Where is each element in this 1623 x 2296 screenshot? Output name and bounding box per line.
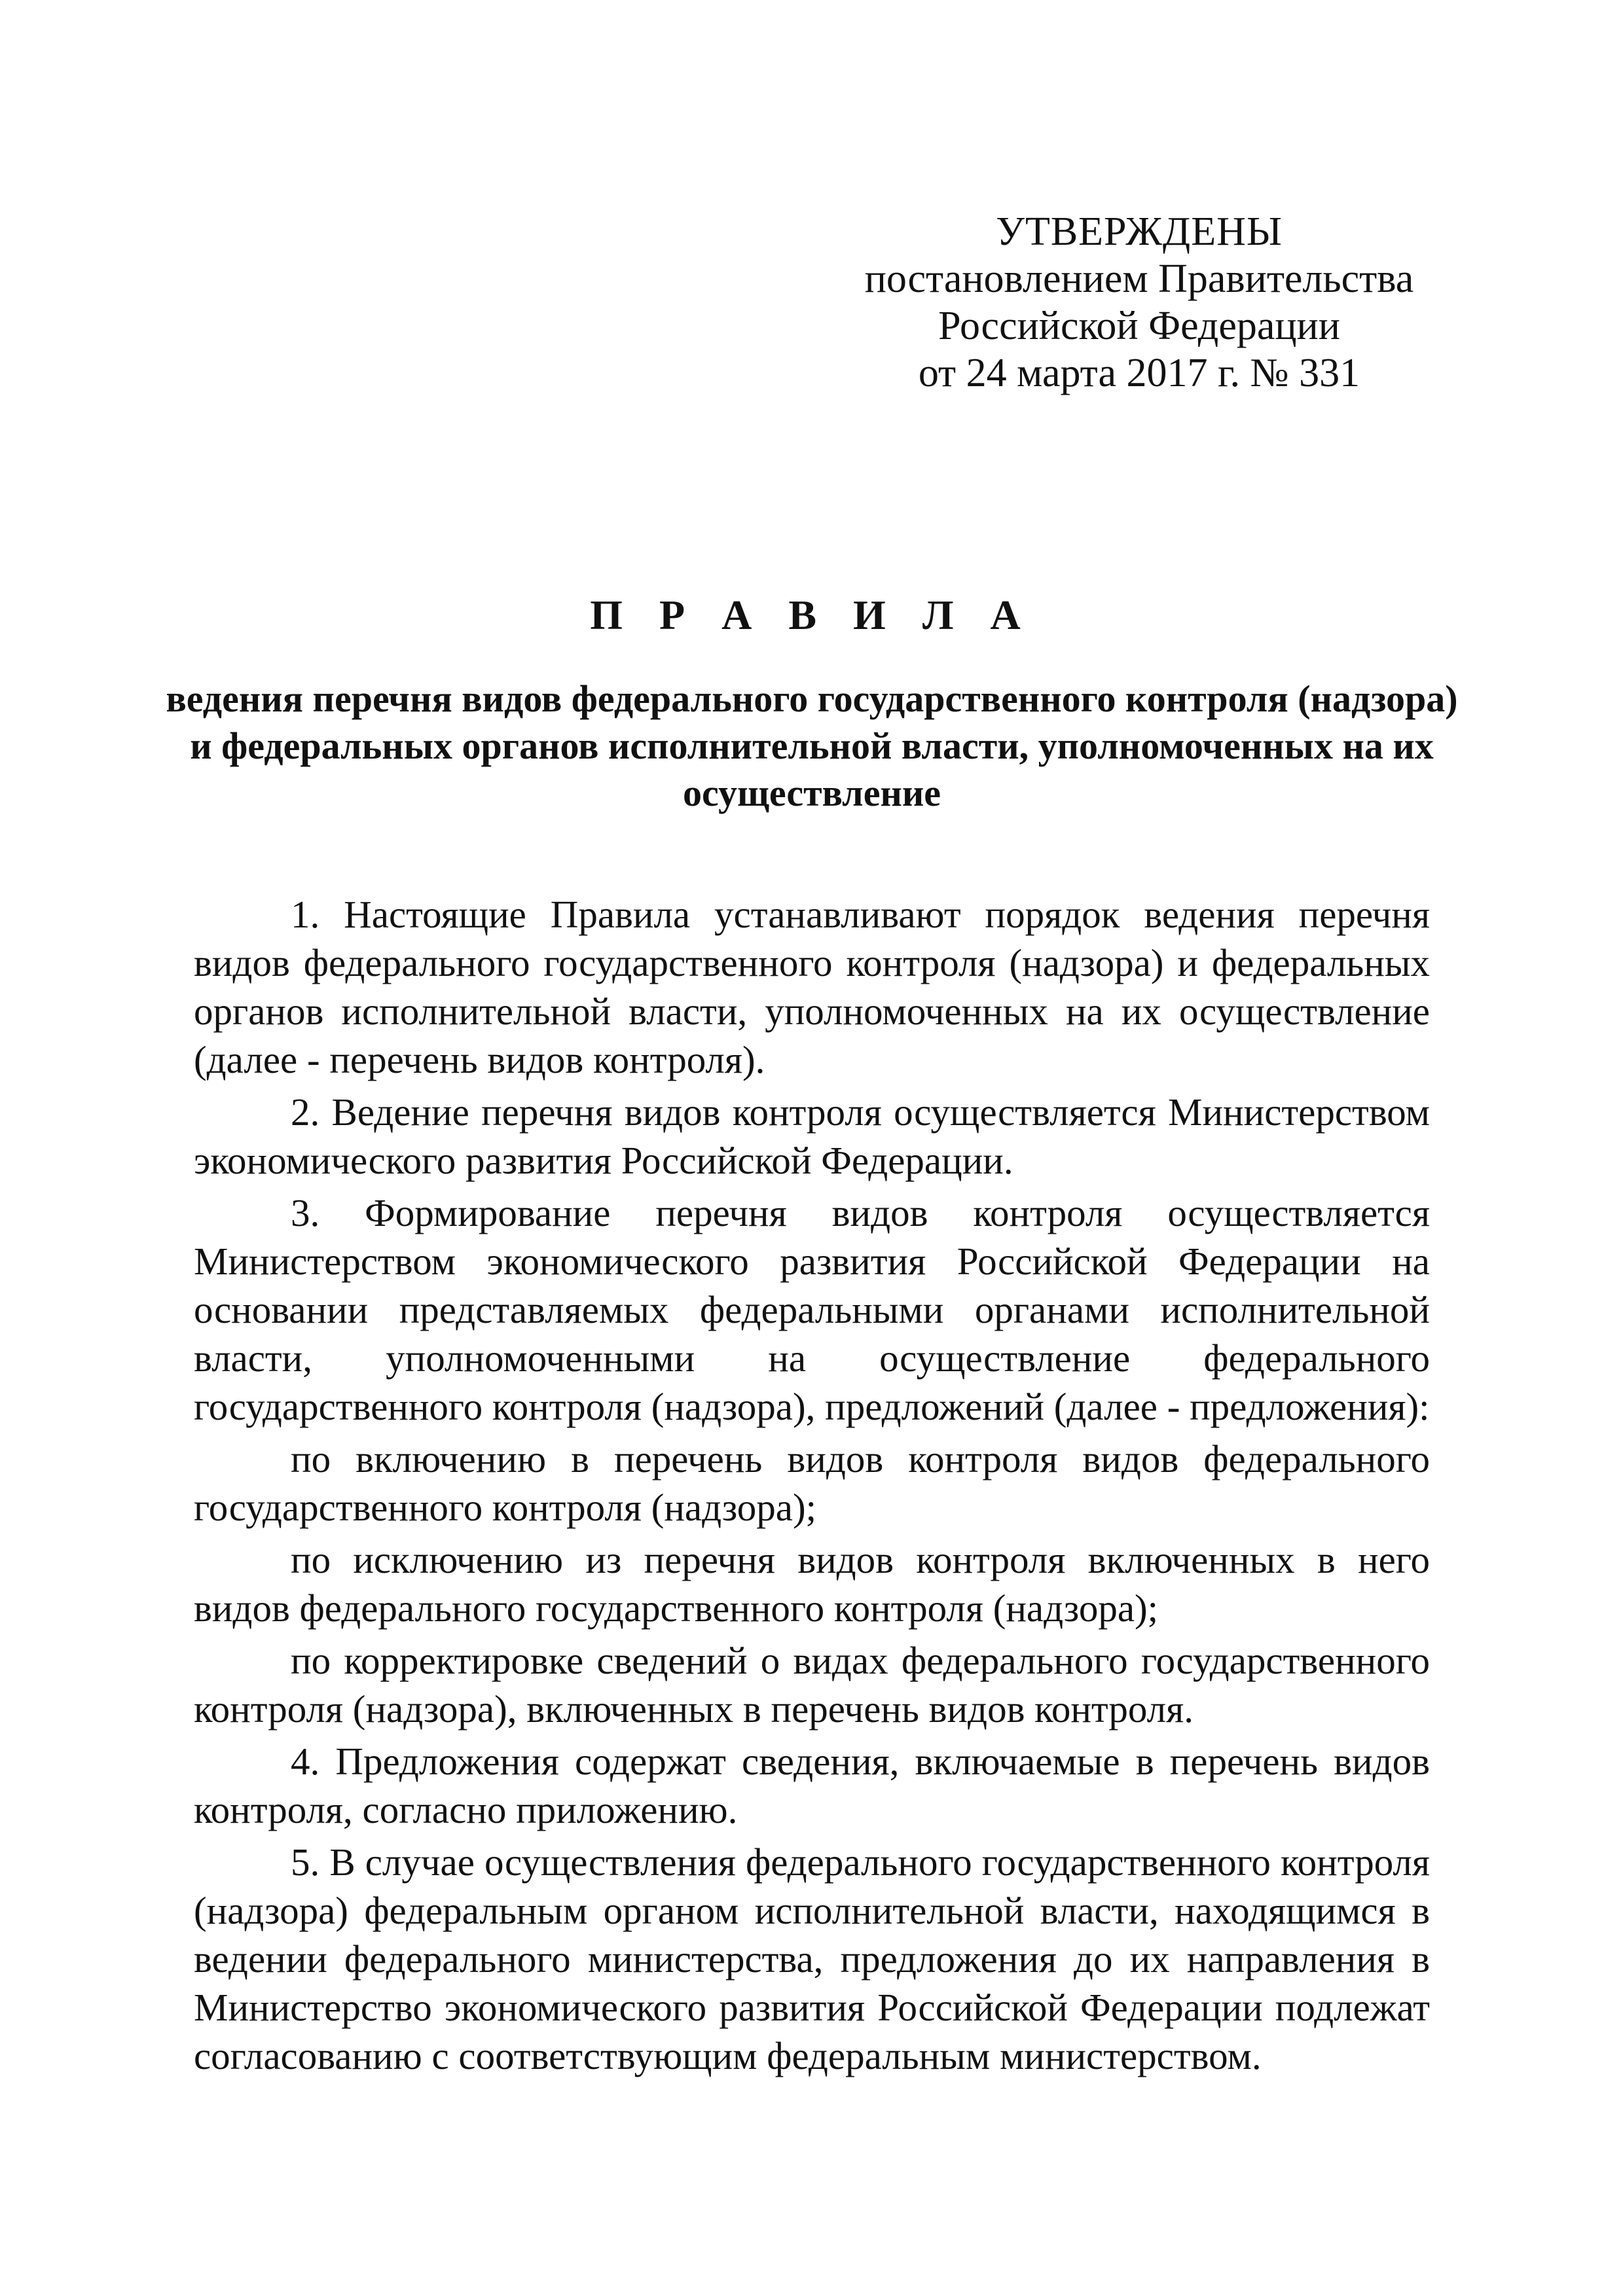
paragraph-2: 2. Ведение перечня видов контроля осуществляется Министерством экономического развития Российской Федерации. <box>194 1090 1430 1182</box>
approval-line-3: от 24 марта 2017 г. № 331 <box>918 351 1360 395</box>
paragraph-5: 5. В случае осуществления федерального государственного контроля (надзора) федеральным органом исполнительной власти, находящимся в ведении федерального министерства, предложения до их направления в Министерство экономического развития Российской Федерации подлежат согласованию с соответствующим федеральным министерством. <box>194 1840 1430 2077</box>
approval-block <box>812 208 1467 397</box>
document-body <box>194 890 1430 2084</box>
document-subtitle: ведения перечня видов федерального государственного контроля (надзора) и федеральных органов исполнительной власти, уполномоченных на их осуществление <box>166 677 1458 814</box>
approval-line-1: постановлением Правительства <box>864 257 1414 301</box>
paragraph-3-item-2: по исключению из перечня видов контроля включенных в него видов федерального государственного контроля (надзора); <box>194 1538 1430 1630</box>
paragraph-4: 4. Предложения содержат сведения, включаемые в перечень видов контроля, согласно приложению. <box>194 1740 1430 1831</box>
paragraph-3-item-3: по корректировке сведений о видах федерального государственного контроля (надзора), включенных в перечень видов контроля. <box>194 1639 1430 1731</box>
document-title: П Р А В И Л А <box>590 592 1034 638</box>
paragraph-3: 3. Формирование перечня видов контроля осуществляется Министерством экономического развития Российской Федерации на основании представляемых федеральными органами исполнительной власти, уполномоченными на осуществление федерального государственного контроля (надзора), предложений (далее - предложения): <box>194 1191 1430 1428</box>
paragraph-1: 1. Настоящие Правила устанавливают порядок ведения перечня видов федерального государственного контроля (надзора) и федеральных органов исполнительной власти, уполномоченных на их осуществление (далее - перечень видов контроля). <box>194 893 1430 1081</box>
paragraph-3-item-1: по включению в перечень видов контроля видов федерального государственного контроля (надзора); <box>194 1437 1430 1529</box>
document-heading <box>164 589 1460 817</box>
approval-title: УТВЕРЖДЕНЫ <box>996 209 1283 254</box>
approval-line-2: Российской Федерации <box>938 304 1340 348</box>
